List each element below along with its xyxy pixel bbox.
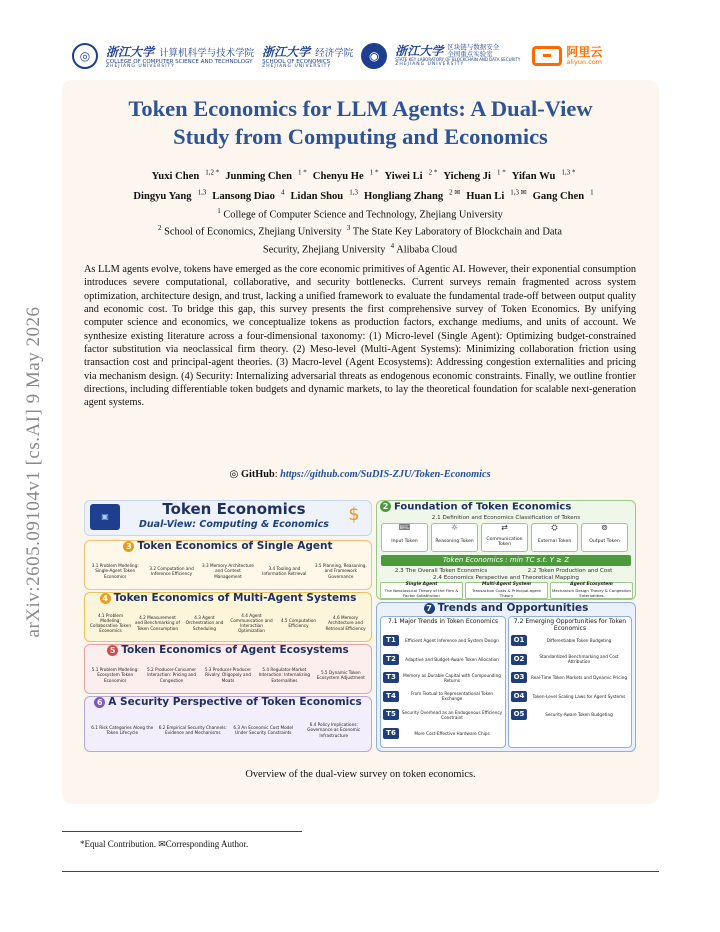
section-2-title-text: Foundation of Token Economics <box>394 501 572 513</box>
econ-dept-name: 经济学院 <box>315 47 354 59</box>
github-label: GitHub <box>240 469 275 480</box>
lab-en: STATE KEY LABORATORY OF BLOCKCHAIN AND DATA SECURITY <box>395 57 521 63</box>
author-sup: 1,3 ✉ <box>510 188 527 197</box>
affil-sup-1: 1 <box>217 207 221 215</box>
trends-title: 7.1 Major Trends in Token Economics <box>388 618 498 625</box>
author <box>506 168 576 182</box>
section-item: 6.2 Empirical Security Channels: Evidence and Mechanisms <box>158 724 227 735</box>
author <box>307 168 379 182</box>
author-sup: 2 * <box>428 168 438 176</box>
affil-3a: The State Key Laboratory of Blockchain and Data <box>352 226 562 238</box>
opportunity-item: Token-Level Scaling Laws for Agent Systems <box>532 693 626 699</box>
author-sup: 1,3 <box>349 188 358 197</box>
aliyun-zh: 阿里云 <box>566 45 603 60</box>
section-2-4-title: 2.4 Economics Perspective and Theoretical Mapping <box>433 575 579 581</box>
affil-sup-2: 2 <box>158 224 162 233</box>
author <box>460 188 527 203</box>
mapping-head: Single Agent <box>405 582 438 588</box>
token-type-icon: ☼ <box>450 523 459 532</box>
lab-zh-2: 全国重点实验室 <box>447 50 493 59</box>
footnote-rule <box>62 831 302 832</box>
author <box>219 168 307 182</box>
section-item: 4.4 Agent Communication and Interaction Optimization <box>230 612 273 634</box>
affil-1: College of Computer Science and Technology, Zhejiang University <box>223 209 503 221</box>
mapping-head: Multi-Agent System <box>482 582 531 588</box>
aliyun-en: aliyun.com <box>566 57 603 66</box>
title-line-2: Study from Computing and Economics <box>173 124 548 149</box>
affil-3b: Security, Zhejiang University <box>262 244 386 255</box>
figure-caption: Overview of the dual-view survey on token economics. <box>245 769 476 780</box>
author-list <box>62 164 659 205</box>
section-item: 3.3 Memory Architecture and Context Management <box>201 563 254 579</box>
section-2-num: 2 <box>380 501 391 512</box>
section-item: 3.1 Problem Modeling: Single-Agent Token Economics <box>91 563 139 579</box>
section-item: 3.5 Planning, Reasoning, and Framework Governance <box>314 563 367 579</box>
cs-dept-name: 计算机科学与技术学院 <box>159 47 255 59</box>
github-line: ◎ GitHub: https://github.com/SuDIS-ZJU/Token-Economics <box>229 469 491 480</box>
section-item: 4.1 Problem Modeling: Collaborative Token Economics <box>90 612 131 634</box>
author-sup: 1 * <box>298 168 307 176</box>
section-item: 4.3 Agent Orchestration and Scheduling <box>185 615 224 631</box>
author-name: Hongliang Zhang <box>363 191 444 203</box>
paper-title <box>62 95 659 151</box>
trend-item: Security Overhead as an Endogenous Efficiency Constraint <box>401 709 503 720</box>
affiliations <box>70 205 650 257</box>
zju-name: 浙江大学 <box>106 44 155 59</box>
section-2-title <box>376 501 636 513</box>
lab-zh-1: 区块链与数据安全 <box>447 43 500 52</box>
author-name: Lidan Shou <box>290 191 344 203</box>
opportunities-title: 7.2 Emerging Opportunities for Token Economics <box>513 618 627 632</box>
abstract: As LLM agents evolve, tokens have emerged as the core economic primitives of Agentic AI. However, their exponential consumption introduces severe computational, collaborative, and security bottlenecks. Current surveys remain fragmented across system optimization, architecture design, and trust, lacking a unified framework to evaluate the fundamental trade-off between output quality and economic cost. To bridge this gap, this survey presents the first comprehensive survey of Token Economics. By unifying computer science and economics, we conceptualize tokens as production factors, exchange mediums, and units of account. We synthesize existing literature across a four-dimensional taxonomy: (1) Micro-level (Single Agent): Optimizing budget-constrained factor substitution via neoclassical firm theory. (2) Meso-level (Multi-Agent Systems): Minimizing collaboration friction using transaction cost and principal-agent theories. (3) Macro-level (Agent Ecosystems): Addressing congestion externalities and pricing via mechanism design. (4) Security: Internalizing adversarial threats as endogenous economic constraints. Finally, we outline frontier directions, including differentiable token budgets and dynamic markets, to lay the theoretical foundation for scalable next-generation agent systems. <box>84 264 636 409</box>
opportunity-tag: O4 <box>511 691 527 702</box>
section-item: 3.4 Tooling and Information Retrieval <box>262 565 307 576</box>
trend-item: Efficient Agent Inference and System Design <box>405 638 499 643</box>
author <box>206 188 285 203</box>
author-name: Yiwei Li <box>384 170 423 182</box>
mapping-body: Transaction Costs & Principal-agent Theory <box>472 588 541 598</box>
section-item: 5.3 Producer-Producer Rivalry: Oligopoly and Moats <box>204 667 252 683</box>
token-type-label: Communication Token <box>486 536 523 547</box>
section-item: 6.3 An Economic Cost Model Under Security Constraints <box>233 724 294 735</box>
section-item: 4.5 Computation Efficiency <box>280 617 317 628</box>
aliyun-logo <box>532 46 602 66</box>
author-name: Gang Chen <box>532 191 585 203</box>
author-sup: 1 <box>590 188 594 197</box>
econ-dept-en: SCHOOL OF ECONOMICS <box>262 59 331 66</box>
money-coin-icon: $ <box>348 504 360 525</box>
section-2-3-title: 2.3 The Overall Token Economics <box>394 568 488 574</box>
opportunity-item: Security-Aware Token Budgeting <box>545 712 613 717</box>
token-economics-formula: Token Economics : min TC s.t. Y ≥ Z <box>381 555 631 566</box>
token-type-icon: ⛭ <box>551 523 558 532</box>
affil-4: Alibaba Cloud <box>396 244 458 255</box>
opportunity-tag: O3 <box>511 672 527 683</box>
opportunity-item: Standardized Benchmarking and Cost Attribution <box>539 654 619 664</box>
author-sup: 1,2 * <box>205 168 220 176</box>
author-name: Chenyu He <box>312 170 364 182</box>
affil-sup-4: 4 <box>390 241 395 250</box>
token-type-icon: ⌨ <box>398 523 411 532</box>
section-2-1-title: 2.1 Definition and Economics Classification of Tokens <box>431 515 581 521</box>
author-sup: 1 * <box>496 168 506 176</box>
arxiv-id-text: arXiv:2605.09104v1 [cs.AI] 9 May 2026 <box>23 306 44 638</box>
token-type-label: Output Token <box>589 539 620 545</box>
zju-name-2: 浙江大学 <box>262 44 311 59</box>
author <box>284 188 358 203</box>
zju-seal-filled-icon: ◉ <box>361 43 387 69</box>
trend-tag: T4 <box>383 691 399 702</box>
section-5-title-text: Token Economics of Agent Ecosystems <box>121 644 349 656</box>
author-sup: 2 ✉ <box>449 188 461 197</box>
zju-name-3: 浙江大学 <box>395 43 444 58</box>
trend-item: From Textual to Representational Token Exchange <box>410 691 494 701</box>
author-sup: 1 * <box>369 168 379 176</box>
section-3-num: 3 <box>123 541 134 552</box>
zju-en-1: ZHEJIANG UNIVERSITY <box>106 64 176 70</box>
author-name: Yifan Wu <box>511 170 556 182</box>
section-4-title-text: Token Economics of Multi-Agent Systems <box>113 592 357 604</box>
figure-main-title: Token Economics <box>162 500 306 518</box>
page-rule <box>62 871 659 872</box>
token-type-icon: ⇄ <box>501 523 508 532</box>
author <box>378 168 438 182</box>
cs-college-logo <box>106 42 254 71</box>
opportunity-tag: O1 <box>511 635 527 646</box>
author <box>527 188 594 203</box>
opportunity-tag: O2 <box>511 654 527 665</box>
token-type-label: External Token <box>537 539 572 545</box>
section-5-num: 5 <box>107 645 118 656</box>
figure-subtitle: Dual-View: Computing & Economics <box>139 519 329 530</box>
zju-en-3: ZHEJIANG UNIVERSITY <box>395 61 465 67</box>
section-item: 5.4 Regulator-Market Interaction: Internalizing Externalities <box>258 667 311 683</box>
section-item: 5.1 Problem Modeling: Ecosystem Token Economics <box>91 667 139 683</box>
opportunity-item: Differentiable Token Budgeting <box>546 638 612 643</box>
trend-tag: T6 <box>383 728 399 739</box>
mapping-head: Agent Ecosystem <box>570 582 613 588</box>
section-4-title <box>84 592 372 604</box>
zju-en-2: ZHEJIANG UNIVERSITY <box>262 64 332 70</box>
author-sup: 4 <box>280 188 285 197</box>
trend-tag: T5 <box>383 709 399 720</box>
section-item: 4.6 Memory Architecture and Retrieval Efficiency <box>325 615 366 631</box>
title-line-1: Token Economics for LLM Agents: A Dual-View <box>128 96 593 121</box>
trend-item: Adaptive and Budget-Aware Token Allocation <box>405 656 499 662</box>
section-2-2-title: 2.2 Token Production and Cost <box>527 568 613 574</box>
author-name: Yicheng Ji <box>443 170 491 182</box>
trend-tag: T2 <box>383 654 399 665</box>
github-icon: ◎ <box>229 469 239 480</box>
section-item: 6.1 Risk Categories Along the Token Lifecycle <box>91 724 154 735</box>
section-item: 5.2 Producer-Consumer Interaction: Pricing and Congestion <box>147 667 197 683</box>
author <box>127 188 207 203</box>
section-3-title-text: Token Economics of Single Agent <box>137 540 333 552</box>
section-7-title-text: Trends and Opportunities <box>437 602 589 614</box>
econ-school-logo <box>262 42 353 71</box>
section-6-title-text: A Security Perspective of Token Economics <box>108 696 362 708</box>
section-3-title <box>84 540 372 552</box>
github-link[interactable]: https://github.com/SuDIS-ZJU/Token-Economics <box>280 469 491 480</box>
footnote: *Equal Contribution. ✉Corresponding Author. <box>80 839 249 849</box>
token-type-icon: ⊚ <box>601 523 608 532</box>
affil-2: School of Economics, Zhejiang University <box>164 226 342 238</box>
trend-tag: T1 <box>383 635 399 646</box>
author-name: Junming Chen <box>225 170 293 182</box>
computer-icon: ▣ <box>90 504 120 530</box>
section-7-title <box>376 602 636 614</box>
zju-seal-icon: ◎ <box>72 43 98 69</box>
opportunity-item: Real-Time Token Markets and Dynamic Pricing <box>530 675 627 680</box>
author-name: Dingyu Yang <box>133 191 192 203</box>
section-item: 3.2 Computation and Inference Efficiency <box>149 565 194 576</box>
token-type-label: Input Token <box>391 539 418 545</box>
affil-sup-3: 3 <box>346 224 351 233</box>
overview-figure <box>84 498 637 754</box>
trend-item: More Cost-Effective Hardware Chips <box>414 730 490 736</box>
trend-item: Memory as Durable Capital with Compounding Returns <box>403 672 501 683</box>
section-5-title <box>84 644 372 656</box>
author <box>437 168 506 182</box>
institution-logos <box>72 36 672 76</box>
author-sup: 1,3 * <box>561 168 576 176</box>
section-7-num: 7 <box>424 603 435 614</box>
author-name: Yuxi Chen <box>151 170 200 182</box>
author-name: Huan Li <box>466 191 505 203</box>
author-name: Lansong Diao <box>212 191 275 203</box>
aliyun-icon <box>532 46 562 66</box>
author <box>358 188 461 203</box>
author-sup: 1,3 <box>197 188 207 197</box>
section-6-title <box>84 696 372 708</box>
section-item: 5.5 Dynamic Token Ecosystem Adjustment <box>316 669 365 680</box>
author <box>146 168 220 182</box>
blockchain-lab-logo <box>395 44 520 67</box>
mapping-body: Mechanism Design Theory & Congestion Externalities <box>552 588 631 598</box>
mapping-body: The Neoclassical Theory of the Firm & Factor Substitution <box>384 588 459 598</box>
arxiv-identifier <box>16 262 52 682</box>
token-type-label: Reasoning Token <box>435 539 474 545</box>
opportunity-tag: O5 <box>511 709 527 720</box>
section-4-num: 4 <box>100 593 111 604</box>
section-item: 4.2 Measurement and Benchmarking of Token Consumption <box>135 615 180 631</box>
section-item: 6.4 Policy Implications: Governance as Economic Infrastructure <box>307 722 361 738</box>
cs-dept-en: COLLEGE OF COMPUTER SCIENCE AND TECHNOLOGY <box>106 59 253 66</box>
trend-tag: T3 <box>383 672 399 683</box>
section-6-num: 6 <box>94 697 105 708</box>
